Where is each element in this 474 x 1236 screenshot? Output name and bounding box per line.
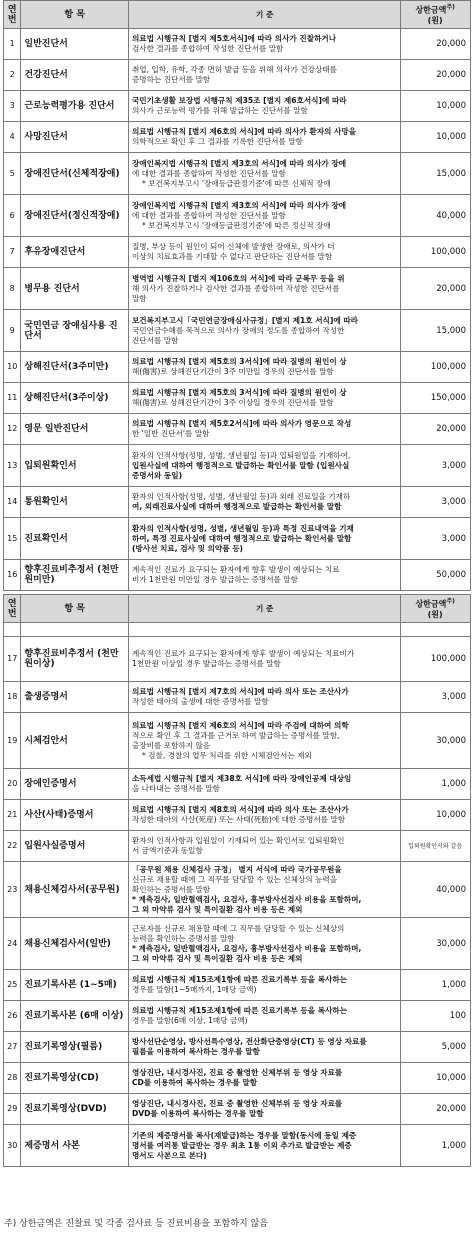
description-line: 질병, 부상 등이 원인이 되어 신체에 발생한 장애로, 의사가 더	[131, 242, 335, 251]
row-amount: 10,000	[401, 800, 471, 831]
description-line: * 검찰, 경찰의 업무 처리를 위한 시체검안서는 제외	[141, 750, 312, 760]
table-row	[4, 487, 471, 518]
row-number: 29	[4, 1094, 21, 1125]
row-item-name: 채용신체검사서(일반)	[21, 918, 129, 970]
row-description	[128, 414, 400, 445]
description-line: 작성한 태아의 사산(死産) 또는 사태(死胎)에 대한 증명서를 말함	[131, 815, 346, 824]
spacer-cell	[401, 623, 471, 637]
row-amount: 20,000	[401, 414, 471, 445]
row-item-name: 장애진단서(신체적장애)	[21, 153, 129, 195]
row-amount: 1,000	[401, 769, 471, 800]
row-amount: 30,000	[401, 918, 471, 970]
description-line: 장애인복지법 시행규칙 [별지 제3호의 서식]에 따라 의사가 장애	[131, 200, 347, 210]
row-description	[128, 195, 400, 237]
row-amount: 20,000	[401, 268, 471, 310]
row-number: 28	[4, 1063, 21, 1094]
row-number: 4	[4, 122, 21, 153]
table-row	[4, 518, 471, 560]
header-amount-note: 주)	[446, 4, 455, 12]
description-line: 비가 1천만원 미만일 경우 발급하는 증명서를 말함	[131, 575, 298, 584]
description-line: 취업, 입학, 유학, 각종 면허 발급 등을 위해 의사가 건강상태를	[131, 65, 337, 74]
row-item-name: 채용신체검사서(공무원)	[21, 862, 129, 918]
row-description	[128, 1001, 400, 1032]
description-line: 의사가 근로능력 평가를 위해 발급하는 진단서를 말함	[131, 106, 308, 115]
table-row	[4, 153, 471, 195]
row-item-name: 국민연금 장애심사용 진단서	[21, 310, 129, 352]
description-line: 증명서와 동일)	[131, 470, 183, 480]
row-amount: 5,000	[401, 1032, 471, 1063]
row-description	[128, 1063, 400, 1094]
row-item-name: 향후진료비추정서 (천만원미만)	[21, 560, 129, 591]
description-line: 환자의 인적사항(성명, 성별, 생년월일 등)과 입퇴원일을 기재하여,	[131, 450, 351, 460]
table-row	[4, 800, 471, 831]
row-description	[128, 713, 400, 769]
row-description	[128, 60, 400, 91]
description-line: 하여, 특정 진료사실에 대하여 행정적으로 발급하는 확인서를 말함	[131, 533, 352, 543]
row-amount: 3,000	[401, 518, 471, 560]
spacer-cell	[128, 623, 400, 637]
row-item-name: 진료기록사본 (1~5매)	[21, 970, 129, 1001]
description-line: 에 대한 결과를 종합하여 작성한 진단서를 말함	[131, 168, 286, 178]
row-amount: 20,000	[401, 29, 471, 60]
row-number: 20	[4, 769, 21, 800]
description-line: 계속적인 진료가 요구되는 환자에게 향후 발생이 예상되는 치료	[131, 565, 340, 574]
row-number: 16	[4, 560, 21, 591]
row-number: 15	[4, 518, 21, 560]
row-description	[128, 352, 400, 383]
description-line: 계속적인 진료가 요구되는 환자에게 향후 발생이 예상되는 치료비가	[131, 649, 355, 658]
header-no: 연번	[4, 595, 21, 623]
row-amount: 100,000	[401, 352, 471, 383]
description-line: 국민연금수혜를 목적으로 의사가 장애의 정도를 종합하여 작성한	[131, 325, 345, 335]
table-row	[4, 383, 471, 414]
table-row	[4, 862, 471, 918]
row-item-name: 상해진단서(3주미만)	[21, 352, 129, 383]
table-row	[4, 195, 471, 237]
table-row	[4, 1032, 471, 1063]
table-row	[4, 769, 471, 800]
description-line: 환자의 인적사항과 입원일이 기재되어 있는 확인서로 입퇴원확인	[131, 836, 345, 845]
description-line: 의료법 시행규칙 [별지 제7호의 서식]에 따라 의사 또는 조산사가	[131, 687, 349, 696]
table-row	[4, 352, 471, 383]
header-amount-unit: (원)	[427, 609, 443, 619]
spacer-row	[4, 623, 471, 637]
description-line: * 계측검사, 일반혈액검사, 요검사, 흉부방사선검사 비용을 포함하며,	[131, 894, 362, 904]
description-line: 「공무원 채용 신체검사 규정」 별지 서식에 따라 국가공무원을	[131, 864, 342, 874]
row-number: 10	[4, 352, 21, 383]
description-line: 필름을 이용하여 복사하는 경우를 말함	[131, 1047, 260, 1056]
row-number: 1	[4, 29, 21, 60]
row-description	[128, 310, 400, 352]
description-line: 진단서를 말함	[131, 335, 179, 345]
row-amount: 150,000	[401, 383, 471, 414]
row-amount: 입퇴원확인서와 같음	[401, 831, 471, 862]
row-description	[128, 769, 400, 800]
row-number: 12	[4, 414, 21, 445]
description-line: 1천만원 이상일 경우 발급하는 증명서를 말함	[131, 659, 281, 668]
spacer-cell	[21, 623, 129, 637]
table-row	[4, 682, 471, 713]
row-item-name: 후유장애진단서	[21, 237, 129, 268]
row-description	[128, 122, 400, 153]
row-item-name: 향후진료비추정서 (천만원이상)	[21, 637, 129, 682]
table-row	[4, 91, 471, 122]
row-item-name: 진료확인서	[21, 518, 129, 560]
row-amount: 3,000	[401, 487, 471, 518]
row-item-name: 상해진단서(3주이상)	[21, 383, 129, 414]
row-amount: 15,000	[401, 310, 471, 352]
row-description	[128, 560, 400, 591]
table-row	[4, 1125, 471, 1167]
description-line: 출장비를 포함하지 않음	[131, 740, 211, 750]
description-line: 해(傷害)로 상해진단기간이 3주 이상일 경우의 진단서를 말함	[131, 398, 334, 407]
row-number: 13	[4, 445, 21, 487]
row-item-name: 출생증명서	[21, 682, 129, 713]
row-number: 11	[4, 383, 21, 414]
row-item-name: 제증명서 사본	[21, 1125, 129, 1167]
row-item-name: 진료기록영상(필름)	[21, 1032, 129, 1063]
row-number: 2	[4, 60, 21, 91]
header-no: 연번	[4, 1, 21, 29]
table-row	[4, 310, 471, 352]
description-line: 능력을 확인하는 증명서를 말함	[131, 933, 235, 943]
row-item-name: 진료기록영상(DVD)	[21, 1094, 129, 1125]
description-line: 명서를 여러통 발급받는 경우 최초 1통 이외 추가로 발급받는 제증	[131, 1140, 352, 1150]
description-line: 서 금액기준과 동일함	[131, 846, 203, 855]
row-amount: 40,000	[401, 862, 471, 918]
row-number: 22	[4, 831, 21, 862]
row-description	[128, 637, 400, 682]
description-line: 의료법 시행규칙 [별지 제6호의 서식]에 따라 의사가 환자의 사망을	[131, 127, 357, 136]
row-description	[128, 518, 400, 560]
row-description	[128, 29, 400, 60]
row-description	[128, 91, 400, 122]
row-description	[128, 445, 400, 487]
row-number: 3	[4, 91, 21, 122]
description-line: 에 대한 결과를 종합하여 작성한 진단서를 말함	[131, 210, 286, 220]
header-amount-label: 상한금액	[415, 5, 447, 15]
description-line: 의료법 시행규칙 제15조제1항에 따른 진료기록부 등을 복사하는	[131, 975, 348, 984]
row-amount: 10,000	[401, 122, 471, 153]
table-row	[4, 237, 471, 268]
description-line: 여, 외래진료사실에 대하여 행정적으로 발급하는 확인서를 말함	[131, 502, 342, 511]
row-item-name: 진료기록영상(CD)	[21, 1063, 129, 1094]
header-amount	[401, 1, 471, 29]
row-item-name: 건강진단서	[21, 60, 129, 91]
description-line: 그 외 마약류 검사 및 특이질환 검사 비용 등은 제외	[131, 953, 303, 963]
row-number: 6	[4, 195, 21, 237]
row-amount: 10,000	[401, 91, 471, 122]
description-line: 영상진단, 내시경사진, 진료 중 촬영한 신체부위 등 영상 자료를	[131, 1099, 343, 1108]
row-item-name: 입퇴원확인서	[21, 445, 129, 487]
table-row	[4, 1094, 471, 1125]
row-amount: 100	[401, 1001, 471, 1032]
description-line: 해 의사가 진찰하거나 검사한 결과를 종합하여 작성한 진단서를	[131, 283, 340, 293]
row-amount: 10,000	[401, 1063, 471, 1094]
description-line: 의료법 시행규칙 [별지 제5호의 3서식]에 따라 질병의 원인이 상	[131, 388, 347, 397]
row-number: 27	[4, 1032, 21, 1063]
table-row	[4, 445, 471, 487]
description-line: 의료법 시행규칙 [별지 제5호2서식]에 따라 의사가 영문으로 작성	[131, 419, 352, 428]
fee-table-part1	[3, 0, 471, 591]
description-line: CD를 이용하여 복사하는 경우를 말함	[131, 1078, 258, 1087]
row-number: 14	[4, 487, 21, 518]
row-description	[128, 487, 400, 518]
description-line: 이상의 치료효과를 기대할 수 없다고 판단하는 진단서를 말함	[131, 252, 333, 261]
description-line: 근로자를 신규로 채용할 때에 그 직무를 담당할 수 있는 신체상의	[131, 923, 345, 933]
description-line: 을 나타내는 증명서를 말함	[131, 784, 220, 793]
row-description	[128, 237, 400, 268]
row-number: 17	[4, 637, 21, 682]
description-line: 증명하는 진단서를 말함	[131, 75, 211, 84]
table-row	[4, 637, 471, 682]
spacer-cell	[4, 623, 21, 637]
row-item-name: 사망진단서	[21, 122, 129, 153]
description-line: * 보건복지부고시 '장애등급판정기준'에 따른 신체적 장애	[141, 178, 331, 188]
row-item-name: 장애인증명서	[21, 769, 129, 800]
row-description	[128, 1032, 400, 1063]
description-line: 영상진단, 내시경사진, 진료 중 촬영한 신체부위 등 영상 자료를	[131, 1068, 343, 1077]
row-number: 25	[4, 970, 21, 1001]
description-line: 의료법 시행규칙 [별지 제8호의 서식]에 따라 의사 또는 조산사가	[131, 805, 349, 814]
table-row	[4, 1001, 471, 1032]
description-line: 의료법 시행규칙 [별지 제6호의 서식]에 따라 주검에 대하여 의학	[131, 720, 349, 730]
description-line: 소득세법 시행규칙 [별지 제38호 서식]에 따라 장애인공제 대상임	[131, 774, 352, 783]
description-line: DVD를 이용하여 복사하는 경우를 말함	[131, 1109, 264, 1118]
row-description	[128, 682, 400, 713]
table-row	[4, 713, 471, 769]
table-row	[4, 560, 471, 591]
row-description	[128, 153, 400, 195]
row-number: 8	[4, 268, 21, 310]
row-description	[128, 383, 400, 414]
row-item-name: 입원사실증명서	[21, 831, 129, 862]
row-description	[128, 1094, 400, 1125]
header-desc: 기 준	[128, 1, 400, 29]
row-number: 24	[4, 918, 21, 970]
description-line: 경우를 말함(1~5매까지, 1매당 금액)	[131, 985, 257, 994]
row-number: 21	[4, 800, 21, 831]
description-line: 작성한 태아의 출생에 대한 증명서를 말함	[131, 697, 269, 706]
row-amount: 3,000	[401, 445, 471, 487]
description-line: 의학적으로 확인 후 그 결과를 기록한 진단서를 말함	[131, 137, 303, 146]
row-description	[128, 831, 400, 862]
row-description	[128, 918, 400, 970]
description-line: 방사선단순영상, 방사선특수영상, 전산화단층영상(CT) 등 영상 자료를	[131, 1037, 367, 1046]
row-item-name: 근로능력평가용 진단서	[21, 91, 129, 122]
row-amount: 3,000	[401, 682, 471, 713]
header-amount-unit: (원)	[427, 15, 443, 25]
description-line: 말함	[131, 293, 147, 303]
row-number: 18	[4, 682, 21, 713]
description-line: * 보건복지부고시 '장애등급판정기준'에 따른 정신적 장애	[141, 220, 331, 230]
footnote: 주) 상한금액은 진찰료 및 각종 검사료 등 진료비용을 포함하지 않음	[4, 1219, 268, 1229]
description-line: 국민기초생활 보장법 시행규칙 제35조 [별지 제6호서식]에 따라	[131, 96, 347, 105]
row-amount: 15,000	[401, 153, 471, 195]
row-number: 30	[4, 1125, 21, 1167]
row-item-name: 일반진단서	[21, 29, 129, 60]
table-row	[4, 268, 471, 310]
description-line: 의료법 시행규칙 [별지 제5호서식]에 따라 의사가 진찰하거나	[131, 34, 337, 43]
table-row	[4, 29, 471, 60]
table-row	[4, 918, 471, 970]
description-line: 기존의 제증명서를 복사(재발급)하는 경우를 말함(동시에 동일 제증	[131, 1130, 357, 1140]
table-row	[4, 831, 471, 862]
description-line: 적으로 확인 후 그 결과를 근거로 하여 발급하는 증명서를 말함,	[131, 730, 340, 740]
row-description	[128, 268, 400, 310]
description-line: 명서도 사본으로 본다)	[131, 1150, 207, 1160]
row-number: 23	[4, 862, 21, 918]
row-description	[128, 1125, 400, 1167]
description-line: 검사한 결과를 종합하여 작성한 진단서를 말함	[131, 44, 284, 53]
table-row	[4, 414, 471, 445]
row-amount: 100,000	[401, 637, 471, 682]
row-number: 19	[4, 713, 21, 769]
description-line: 확인하는 증명서를 말함	[131, 884, 211, 894]
header-desc: 기 준	[128, 595, 400, 623]
row-description	[128, 800, 400, 831]
table-row	[4, 122, 471, 153]
header-item: 항 목	[21, 1, 129, 29]
description-line: 보건복지부고시「국민연금장애심사규정」[별지 제1호 서식]에 따라	[131, 315, 359, 325]
description-line: 신규로 채용할 때에 그 직무를 담당할 수 있는 신체상의 능력을	[131, 874, 338, 884]
row-item-name: 장애진단서(정신적장애)	[21, 195, 129, 237]
row-description	[128, 862, 400, 918]
description-line: (방사선 치료, 검사 및 의약품 등)	[131, 543, 244, 553]
row-amount: 50,000	[401, 560, 471, 591]
row-amount: 1,000	[401, 1125, 471, 1167]
row-number: 5	[4, 153, 21, 195]
table-header-row	[4, 595, 471, 623]
description-line: 환자의 인적사항(성명, 성별, 생년월일 등)과 외래 진료일을 기재하	[131, 492, 351, 501]
table-row	[4, 970, 471, 1001]
row-amount: 20,000	[401, 60, 471, 91]
description-line: 환자의 인적사항(성명, 성별, 생년월일 등)과 특정 진료내역을 기재	[131, 523, 354, 533]
description-line: 의료법 시행규칙 제15조제1항에 따른 진료기록부 등을 복사하는	[131, 1006, 348, 1015]
table-row	[4, 60, 471, 91]
row-number: 26	[4, 1001, 21, 1032]
row-amount: 1,000	[401, 970, 471, 1001]
header-amount-note: 주)	[446, 598, 455, 606]
row-item-name: 통원확인서	[21, 487, 129, 518]
row-amount: 100,000	[401, 237, 471, 268]
row-item-name: 진료기록사본 (6매 이상)	[21, 1001, 129, 1032]
row-number: 7	[4, 237, 21, 268]
table-row	[4, 1063, 471, 1094]
table-header-row	[4, 1, 471, 29]
fee-table-part2	[3, 594, 471, 1167]
row-item-name: 시체검안서	[21, 713, 129, 769]
row-amount: 30,000	[401, 713, 471, 769]
row-amount: 40,000	[401, 195, 471, 237]
row-number: 9	[4, 310, 21, 352]
description-line: 경우를 말함(6매 이상, 1매당 금액)	[131, 1016, 248, 1025]
row-description	[128, 970, 400, 1001]
description-line: 입원사실에 대하여 행정적으로 발급하는 확인서를 말함 (입원사실	[131, 460, 350, 470]
description-line: 그 외 마약류 검사 및 특이질환 검사 비용 등은 제외	[131, 904, 303, 914]
description-line: 장애인복지법 시행규칙 [별지 제3호의 서식]에 따라 의사가 장애	[131, 158, 347, 168]
description-line: 한 '일반 진단서'를 말함	[131, 429, 210, 438]
description-line: 병역법 시행규칙 [별지 제106호의 서식]에 따라 군복무 등을 위	[131, 273, 345, 283]
header-amount	[401, 595, 471, 623]
row-item-name: 영문 일반진단서	[21, 414, 129, 445]
row-amount: 20,000	[401, 1094, 471, 1125]
description-line: 의료법 시행규칙 [별지 제5호의 3서식]에 따라 질병의 원인이 상	[131, 357, 347, 366]
header-amount-label: 상한금액	[415, 599, 447, 609]
description-line: 해(傷害)로 상해진단기간이 3주 미만일 경우의 진단서를 말함	[131, 367, 334, 376]
header-item: 항 목	[21, 595, 129, 623]
row-item-name: 병무용 진단서	[21, 268, 129, 310]
row-item-name: 사산(사태)증명서	[21, 800, 129, 831]
description-line: * 계측검사, 일반혈액검사, 요검사, 흉부방사선검사 비용을 포함하며,	[131, 943, 362, 953]
